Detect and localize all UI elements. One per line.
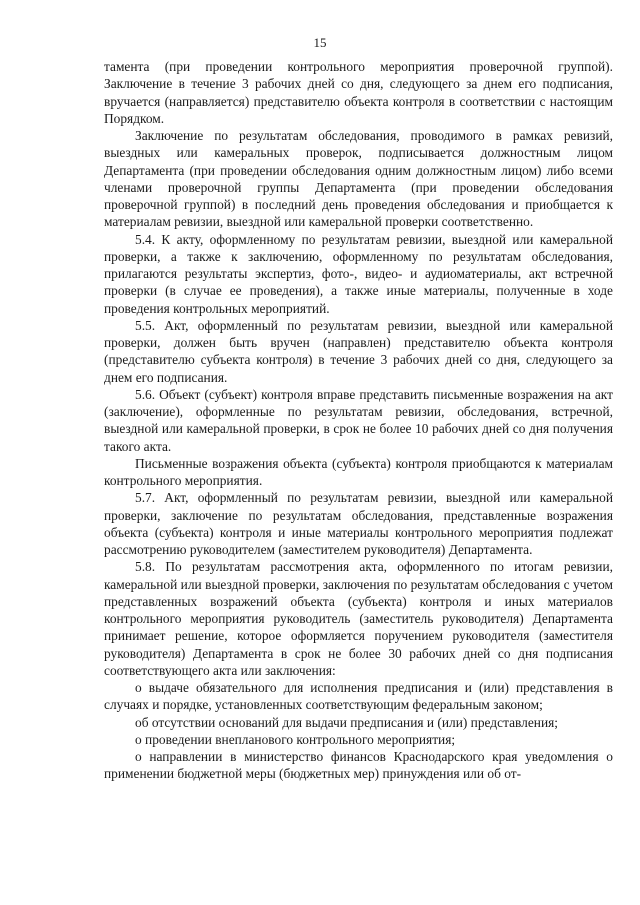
paragraph-5-8: 5.8. По результатам рассмотрения акта, оформленного по итогам ревизии, камеральной или выездной проверки, заключения по результатам обследования с учетом представленных возражений объекта (субъекта) контроля и иных материалов контрольного мероприятия руководитель (заместитель руководителя) Департамента принимает решение, которое оформляется поручением руководителя (заместителя руководителя) Департамента в срок не более 30 рабочих дней со дня подписания соответствующего акта или заключения: (104, 559, 613, 678)
paragraph-5-6: 5.6. Объект (субъект) контроля вправе представить письменные возражения на акт (заключение), оформленные по результатам ревизии, обследования, встречной, выездной или камеральной проверки, в срок не более 10 рабочих дней со дня получения такого акта. (104, 386, 613, 454)
list-item-unscheduled-audit: о проведении внепланового контрольного мероприятия; (135, 731, 456, 747)
paragraph-5-5: 5.5. Акт, оформленный по результатам ревизии, выездной или камеральной проверки, должен быть вручен (направлен) представителю объекта контроля (представителю субъекта контроля) в течение 3 рабочих дней со дня, следующего за днем его подписания. (104, 317, 613, 385)
paragraph-objections: Письменные возражения объекта (субъекта) контроля приобщаются к материалам контрольного мероприятия. (104, 455, 613, 488)
paragraph-continuation: тамента (при проведении контрольного мероприятия проверочной группой). Заключение в течение 3 рабочих дней со дня, следующего за днем его подписания, вручается (направляется) представителю объекта контроля в соответствии с настоящим Порядком. (104, 59, 613, 126)
paragraph-5-7: 5.7. Акт, оформленный по результатам ревизии, выездной или камеральной проверки, заключение по результатам обследования, представленные возражения объекта (субъекта) контроля и иные материалы контрольного мероприятия подлежат рассмотрению руководителем (заместителем руководителя) Департамента. (104, 490, 613, 557)
paragraph-5-4: 5.4. К акту, оформленному по результатам ревизии, выездной или камеральной проверки, а также к заключению, оформленному по результатам обследования, прилагаются результаты экспертиз, фото-, видео- и аудиоматериалы, акт встречной проверки (в случае ее проведения), а также иные материалы, полученные в ходе проведения контрольных мероприятий. (104, 231, 613, 316)
paragraph-survey-conclusion: Заключение по результатам обследования, проводимого в рамках ревизий, выездных или камеральных проверок, подписывается должностным лицом Департамента (при проведении обследования одним должностным лицом) либо всеми членами проверочной группы Департамента (при проведении обследования проверочной группой) в последний день проведения обследования и приобщается к материалам ревизии, выездной или камеральной проверки соответственно. (104, 128, 613, 230)
document-body (104, 58, 613, 783)
list-item-prescription: о выдаче обязательного для исполнения предписания и (или) представления в случаях и порядке, установленных соответствующим федеральным законом; (104, 680, 613, 713)
list-item-notification: о направлении в министерство финансов Краснодарского края уведомления о применении бюджетной меры (бюджетных мер) принуждения или об от- (104, 749, 613, 782)
page-number: 15 (313, 35, 327, 50)
list-item-no-grounds: об отсутствии оснований для выдачи предписания и (или) представления; (135, 714, 559, 730)
